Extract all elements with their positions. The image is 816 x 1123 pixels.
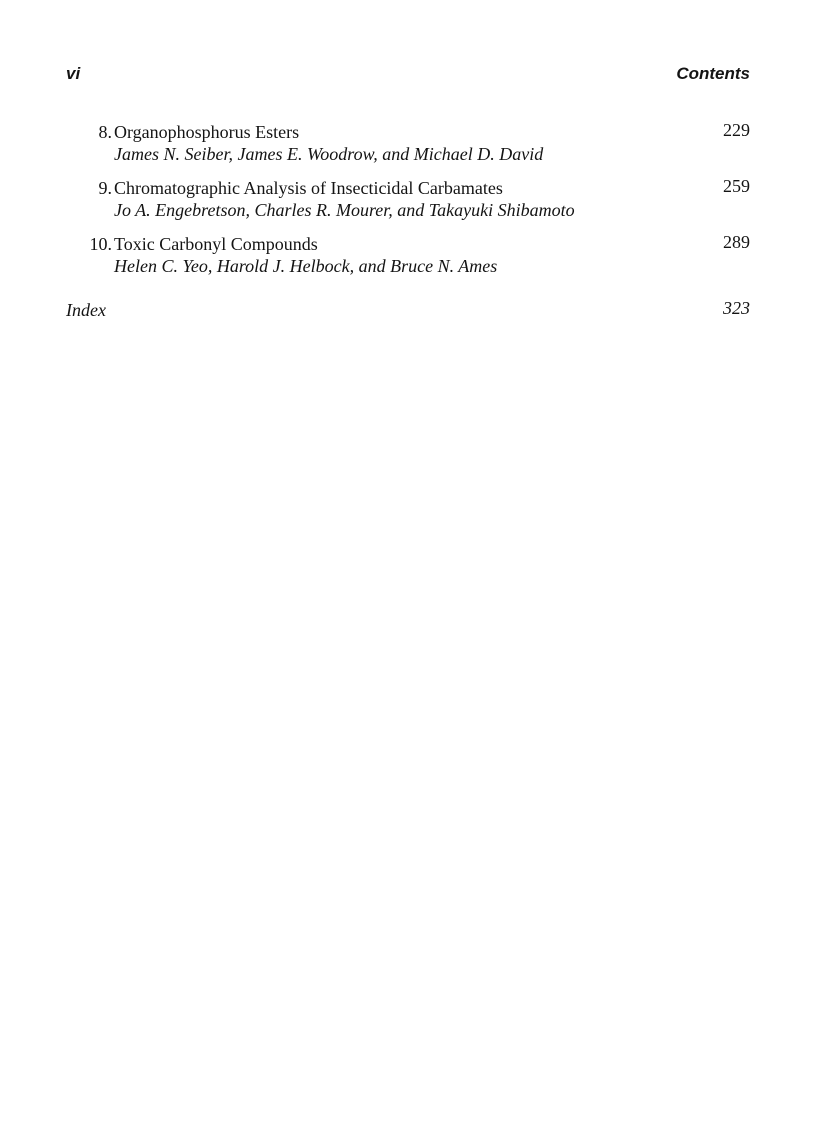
toc-entry [66, 176, 750, 232]
chapter-page-number: 259 [723, 176, 750, 196]
index-label: Index [66, 300, 106, 320]
running-head: Contents [676, 64, 750, 83]
chapter-number: 10. [89, 234, 112, 254]
toc-index-entry [66, 298, 750, 322]
chapter-page-number: 289 [723, 232, 750, 252]
chapter-title: Chromatographic Analysis of Insecticidal Carbamates [114, 178, 503, 198]
chapter-page-number: 229 [723, 120, 750, 140]
page-header [66, 64, 750, 88]
chapter-title: Toxic Carbonyl Compounds [114, 234, 318, 254]
toc-entry [66, 120, 750, 176]
chapter-authors: Jo A. Engebretson, Charles R. Mourer, and Takayuki Shibamoto [114, 200, 575, 220]
index-page-number: 323 [723, 298, 750, 318]
chapter-authors: Helen C. Yeo, Harold J. Helbock, and Bruce N. Ames [114, 256, 498, 276]
chapter-title: Organophosphorus Esters [114, 122, 300, 142]
table-of-contents [66, 120, 750, 288]
chapter-number: 8. [98, 122, 112, 142]
toc-entry [66, 232, 750, 288]
chapter-authors: James N. Seiber, James E. Woodrow, and Michael D. David [114, 144, 544, 164]
chapter-number: 9. [98, 178, 112, 198]
page-number: vi [66, 64, 81, 83]
